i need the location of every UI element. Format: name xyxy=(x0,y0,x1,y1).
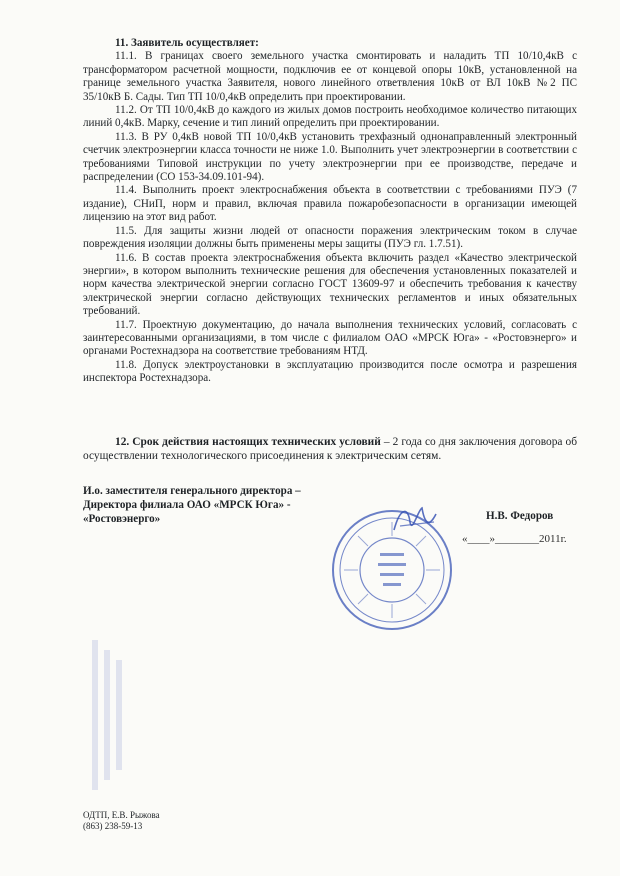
date-blank: «____»________20 xyxy=(462,533,550,545)
paragraph-11-1: 11.1. В границах своего земельного участка смонтировать и наладить ТП 10/10,4кВ с трансформатором расчетной мощности, подключив ее от концевой опоры 10кВ, установленной на границе земельного участка Заявителя, нового линейного ответвления 10кВ от ВЛ 10кВ №2 ПС 35/10кВ Б. Сады. Тип ТП 10/0,4кВ определить при проектировании. xyxy=(83,50,577,103)
signatory-position-line: И.о. заместителя генерального директора – xyxy=(83,485,301,497)
date-year: 11 xyxy=(550,533,561,545)
section-12-text: – 2 года со дня заключения договора об осуществлении технологического присоединения к электрическим сетям. xyxy=(83,436,577,462)
paragraph-11-5: 11.5. Для защиты жизни людей от опасности поражения электрическим током в случае повреждения изоляции должны быть применены меры защиты (ПУЭ гл. 1.7.51). xyxy=(83,224,577,251)
section-12-heading: 12. Срок действия настоящих технических условий xyxy=(115,436,381,448)
footer-contact xyxy=(83,810,160,832)
paragraph-11-7: 11.7. Проектную документацию, до начала выполнения технических условий, согласовать с заинтересованными организациями, в том числе с филиалом ОАО «МРСК Юга» - «Ростовэнерго» и органами Ростехнадзора на соответствие требованиям НТД. xyxy=(83,318,577,358)
paragraph-11-2: 11.2. От ТП 10/0,4кВ до каждого из жилых домов построить необходимое количество питающих линий 0,4кВ. Марку, сечение и тип линий определить при проектировании. xyxy=(83,104,577,130)
signatory-position xyxy=(83,484,363,526)
section-11-heading: 11. Заявитель осуществляет: xyxy=(115,37,259,49)
paragraph-11-6: 11.6. В состав проекта электроснабжения объекта включить раздел «Качество электрической энергии», в котором выполнить технические решения для обеспечения установленных показателей и норм качества электрической энергии согласно ГОСТ 13609-97 и обеспечить требования к качеству электрической энергии согласно действующих технических регламентов и иных обязательных требований. xyxy=(83,251,577,318)
signature-date xyxy=(462,533,567,545)
margin-stamp-icon xyxy=(88,640,130,790)
footer-author: ОДТП, Е.В. Рыжова xyxy=(83,810,160,820)
paragraph-11-3: 11.3. В РУ 0,4кВ новой ТП 10/0,4кВ установить трехфазный однонаправленный электронный счетчик электроэнергии класса точности не ниже 1.0. Выполнить учет электроэнергии в соответствии с требованиями Типовой инструкции по учету электроэнергии при ее производстве, передаче и распределении (СО 153-34.09.101-94). xyxy=(83,130,577,184)
date-end: г. xyxy=(560,533,567,545)
paragraph-11-4: 11.4. Выполнить проект электроснабжения объекта в соответствии с требованиями ПУЭ (7 издание), СНиП, норм и правил, включая правила пожаробезопасности в организации имеющей лицензию на этот вид работ. xyxy=(83,184,577,224)
signatory-position-line: Директора филиала ОАО «МРСК Юга» - xyxy=(83,499,291,511)
signatory-name: Н.В. Федоров xyxy=(486,510,554,522)
signatory-position-line: «Ростовэнерго» xyxy=(83,513,161,525)
footer-phone: (863) 238-59-13 xyxy=(83,821,143,831)
handwritten-signature-icon xyxy=(390,500,440,540)
section-12 xyxy=(83,435,577,463)
paragraph-11-8: 11.8. Допуск электроустановки в эксплуатацию производится после осмотра и разрешения инспектора Ростехнадзора. xyxy=(83,358,577,385)
section-11 xyxy=(83,37,577,386)
